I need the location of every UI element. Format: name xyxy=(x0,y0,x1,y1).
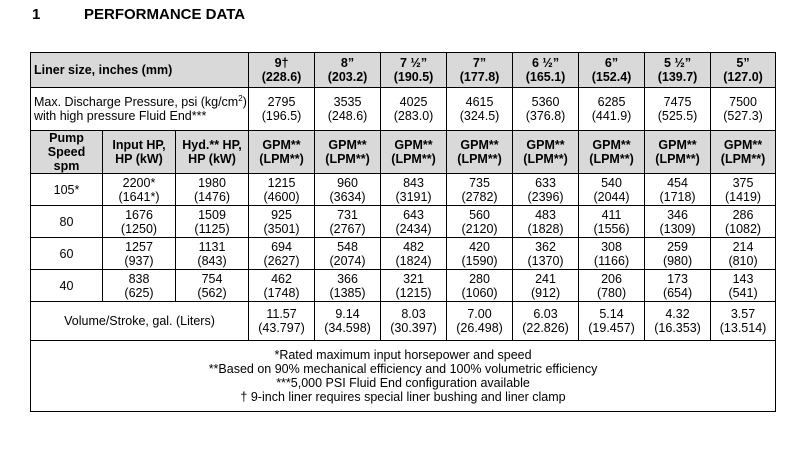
performance-table xyxy=(30,52,776,412)
footnotes xyxy=(31,341,776,412)
gpm-cell: 462 (1748) xyxy=(249,270,315,302)
liner-size-row xyxy=(31,53,776,88)
gpm-cell: 143 (541) xyxy=(711,270,776,302)
volume-cell: 3.57 (13.514) xyxy=(711,302,776,341)
footnote: ***5,000 PSI Fluid End configuration available xyxy=(276,376,530,390)
table-row xyxy=(31,270,776,302)
gpm-cell: 925 (3501) xyxy=(249,206,315,238)
gpm-header-cell: GPM** (LPM**) xyxy=(315,131,381,174)
gpm-cell: 375 (1419) xyxy=(711,174,776,206)
gpm-cell: 241 (912) xyxy=(513,270,579,302)
liner-size-cell: 7” (177.8) xyxy=(447,53,513,88)
pressure-label: Max. Discharge Pressure, psi $(kg/cm^2)$ with high pressure Fluid End*** xyxy=(31,88,249,131)
gpm-header-cell: GPM** (LPM**) xyxy=(579,131,645,174)
gpm-cell: 411 (1556) xyxy=(579,206,645,238)
pump-speed-header: Pump Speed spm xyxy=(31,131,103,174)
gpm-cell: 482 (1824) xyxy=(381,238,447,270)
gpm-cell: 321 (1215) xyxy=(381,270,447,302)
gpm-cell: 173 (654) xyxy=(645,270,711,302)
gpm-cell: 483 (1828) xyxy=(513,206,579,238)
volume-stroke-label: Volume/Stroke, gal. (Liters) xyxy=(31,302,249,341)
pressure-cell: 4615 (324.5) xyxy=(447,88,513,131)
section-heading xyxy=(32,6,245,23)
pressure-cell: 4025 (283.0) xyxy=(381,88,447,131)
pressure-row xyxy=(31,88,776,131)
gpm-cell: 1215 (4600) xyxy=(249,174,315,206)
liner-size-cell: 9† (228.6) xyxy=(249,53,315,88)
gpm-header-cell: GPM** (LPM**) xyxy=(381,131,447,174)
gpm-cell: 362 (1370) xyxy=(513,238,579,270)
hyd-hp-cell: 1131 (843) xyxy=(176,238,249,270)
gpm-cell: 286 (1082) xyxy=(711,206,776,238)
volume-cell: 7.00 (26.498) xyxy=(447,302,513,341)
input-hp-cell: 838 (625) xyxy=(103,270,176,302)
gpm-cell: 540 (2044) xyxy=(579,174,645,206)
gpm-cell: 280 (1060) xyxy=(447,270,513,302)
gpm-header-cell: GPM** (LPM**) xyxy=(249,131,315,174)
volume-cell: 11.57 (43.797) xyxy=(249,302,315,341)
gpm-cell: 214 (810) xyxy=(711,238,776,270)
footnote: *Rated maximum input horsepower and speed xyxy=(274,348,532,362)
liner-size-cell: 8” (203.2) xyxy=(315,53,381,88)
input-hp-cell: 2200* (1641*) xyxy=(103,174,176,206)
liner-size-cell: 7 ½” (190.5) xyxy=(381,53,447,88)
hyd-hp-cell: 1509 (1125) xyxy=(176,206,249,238)
footnote: **Based on 90% mechanical efficiency and 100% volumetric efficiency xyxy=(208,362,598,376)
table-row xyxy=(31,206,776,238)
gpm-cell: 731 (2767) xyxy=(315,206,381,238)
gpm-cell: 735 (2782) xyxy=(447,174,513,206)
volume-cell: 4.32 (16.353) xyxy=(645,302,711,341)
gpm-cell: 694 (2627) xyxy=(249,238,315,270)
gpm-header-cell: GPM** (LPM**) xyxy=(645,131,711,174)
gpm-header-cell: GPM** (LPM**) xyxy=(711,131,776,174)
volume-cell: 5.14 (19.457) xyxy=(579,302,645,341)
volume-cell: 8.03 (30.397) xyxy=(381,302,447,341)
volume-stroke-row xyxy=(31,302,776,341)
gpm-cell: 366 (1385) xyxy=(315,270,381,302)
hyd-hp-header: Hyd.** HP, HP (kW) xyxy=(176,131,249,174)
volume-cell: 9.14 (34.598) xyxy=(315,302,381,341)
gpm-cell: 308 (1166) xyxy=(579,238,645,270)
pump-speed-cell: 80 xyxy=(31,206,103,238)
liner-size-cell: 6” (152.4) xyxy=(579,53,645,88)
gpm-cell: 454 (1718) xyxy=(645,174,711,206)
pressure-cell: 2795 (196.5) xyxy=(249,88,315,131)
pressure-cell: 3535 (248.6) xyxy=(315,88,381,131)
input-hp-header: Input HP, HP (kW) xyxy=(103,131,176,174)
input-hp-cell: 1676 (1250) xyxy=(103,206,176,238)
gpm-cell: 548 (2074) xyxy=(315,238,381,270)
pressure-cell: 7475 (525.5) xyxy=(645,88,711,131)
gpm-cell: 346 (1309) xyxy=(645,206,711,238)
pump-speed-cell: 60 xyxy=(31,238,103,270)
hyd-hp-cell: 754 (562) xyxy=(176,270,249,302)
liner-size-cell: 6 ½” (165.1) xyxy=(513,53,579,88)
gpm-header-cell: GPM** (LPM**) xyxy=(447,131,513,174)
gpm-cell: 960 (3634) xyxy=(315,174,381,206)
liner-size-cell: 5 ½” (139.7) xyxy=(645,53,711,88)
gpm-cell: 560 (2120) xyxy=(447,206,513,238)
column-header-row xyxy=(31,131,776,174)
gpm-cell: 643 (2434) xyxy=(381,206,447,238)
liner-size-cell: 5” (127.0) xyxy=(711,53,776,88)
gpm-cell: 420 (1590) xyxy=(447,238,513,270)
volume-cell: 6.03 (22.826) xyxy=(513,302,579,341)
pressure-cell: 7500 (527.3) xyxy=(711,88,776,131)
table-row xyxy=(31,238,776,270)
liner-size-label: Liner size, inches (mm) xyxy=(31,53,249,88)
gpm-header-cell: GPM** (LPM**) xyxy=(513,131,579,174)
pressure-cell: 5360 (376.8) xyxy=(513,88,579,131)
pressure-cell: 6285 (441.9) xyxy=(579,88,645,131)
gpm-cell: 259 (980) xyxy=(645,238,711,270)
gpm-cell: 633 (2396) xyxy=(513,174,579,206)
section-title: PERFORMANCE DATA xyxy=(84,6,246,23)
section-number: 1 xyxy=(32,6,41,23)
pump-speed-cell: 40 xyxy=(31,270,103,302)
footnotes-row xyxy=(31,341,776,412)
input-hp-cell: 1257 (937) xyxy=(103,238,176,270)
gpm-cell: 206 (780) xyxy=(579,270,645,302)
gpm-cell: 843 (3191) xyxy=(381,174,447,206)
footnote: † 9-inch liner requires special liner bushing and liner clamp xyxy=(240,390,566,404)
table-row xyxy=(31,174,776,206)
hyd-hp-cell: 1980 (1476) xyxy=(176,174,249,206)
pump-speed-cell: 105* xyxy=(31,174,103,206)
